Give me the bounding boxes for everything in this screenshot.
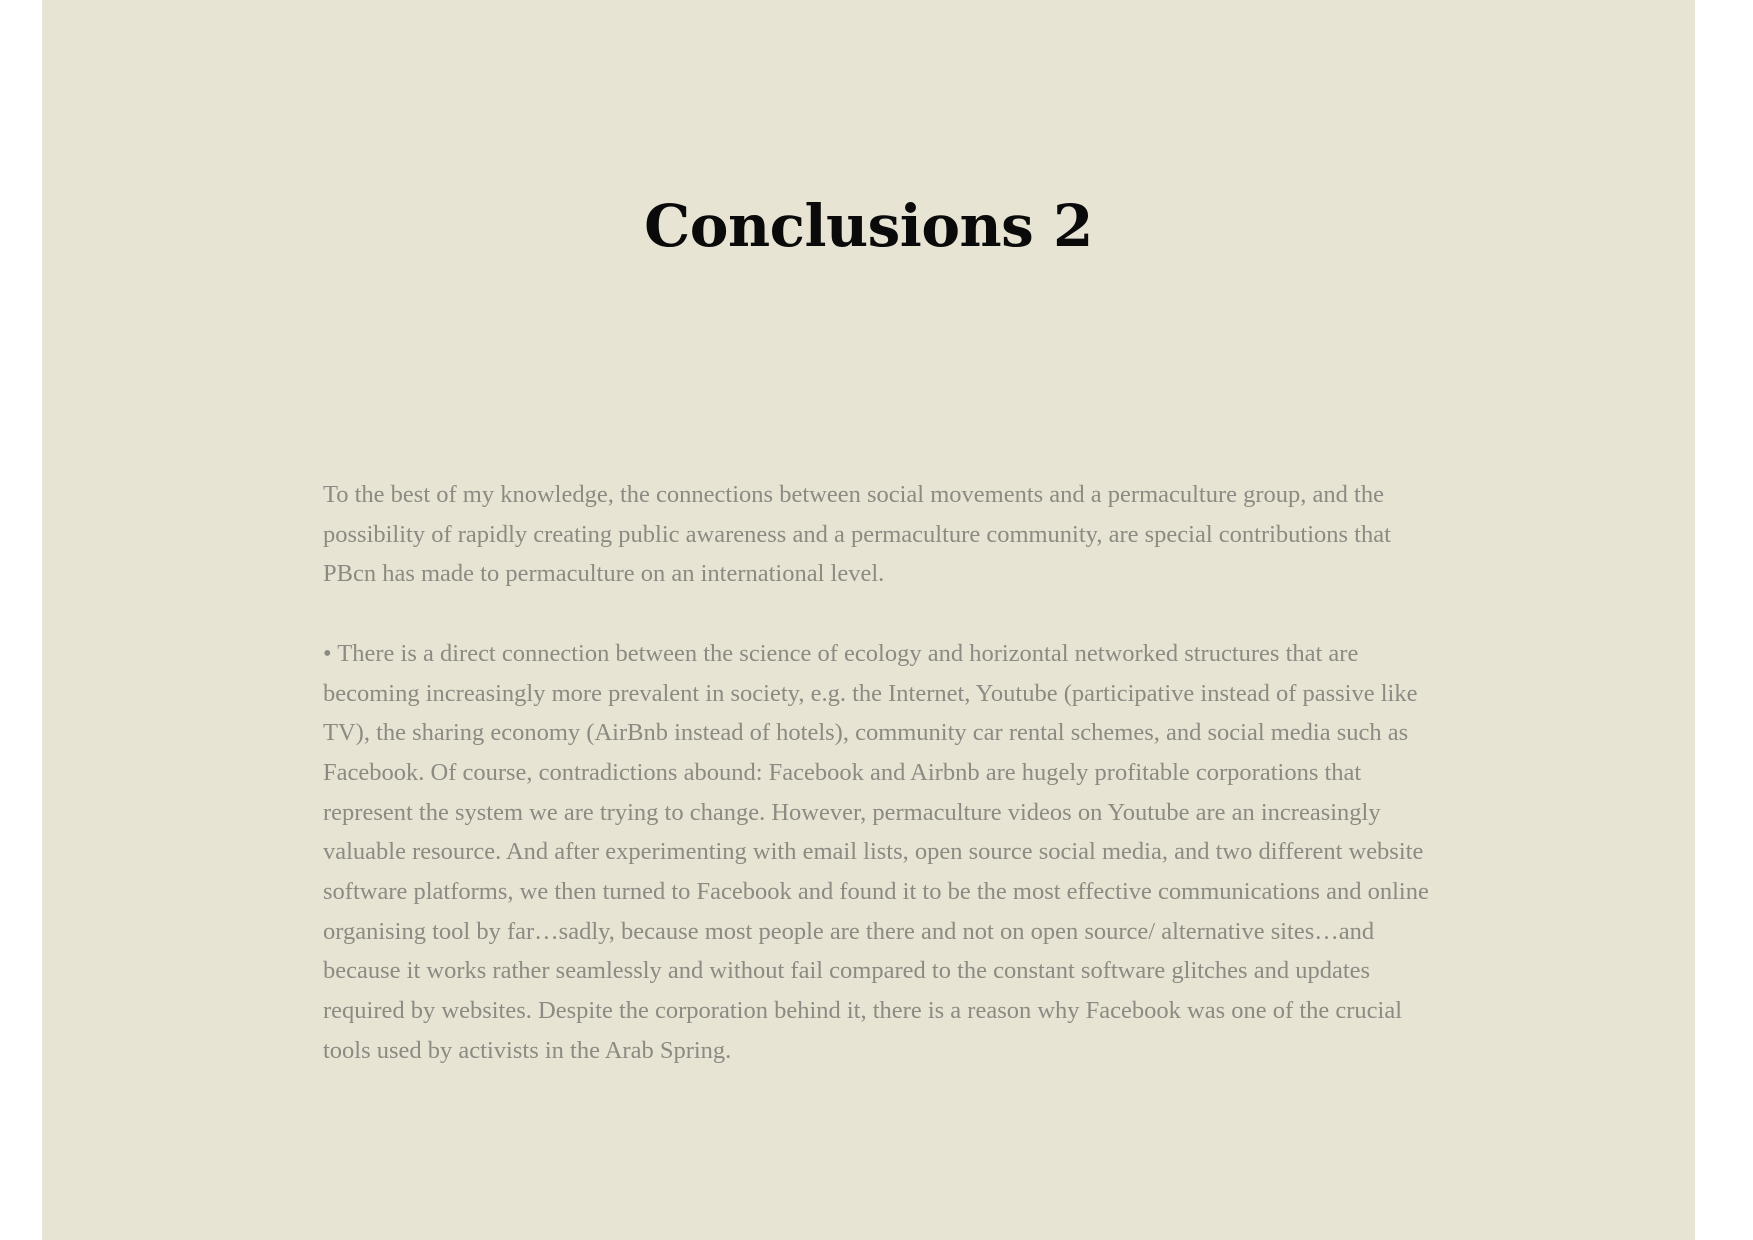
slide-body <box>323 475 1433 1110</box>
intro-paragraph: To the best of my knowledge, the connections between social movements and a permaculture group, and the possibility of rapidly creating public awareness and a permaculture community, are special contributions that PBcn has made to permaculture on an international level. <box>323 481 1391 588</box>
bullet-paragraph: • There is a direct connection between the science of ecology and horizontal networked structures that are becoming increasingly more prevalent in society, e.g. the Internet, Youtube (participative instead of passive like TV), the sharing economy (AirBnb instead of hotels), community car rental schemes, and social media such as Facebook. Of course, contradictions abound: Facebook and Airbnb are hugely profitable corporations that represent the system we are trying to change. However, permaculture videos on Youtube are an increasingly valuable resource. And after experimenting with email lists, open source social media, and two different website software platforms, we then turned to Facebook and found it to be the most effective communications and online organising tool by far…sadly, because most people are there and not on open source/ alternative sites…and because it works rather seamlessly and without fail compared to the constant software glitches and updates required by websites. Despite the corporation behind it, there is a reason why Facebook was one of the crucial tools used by activists in the Arab Spring. <box>323 639 1429 1064</box>
slide-page <box>42 0 1695 1240</box>
slide-title: Conclusions 2 <box>644 192 1093 260</box>
